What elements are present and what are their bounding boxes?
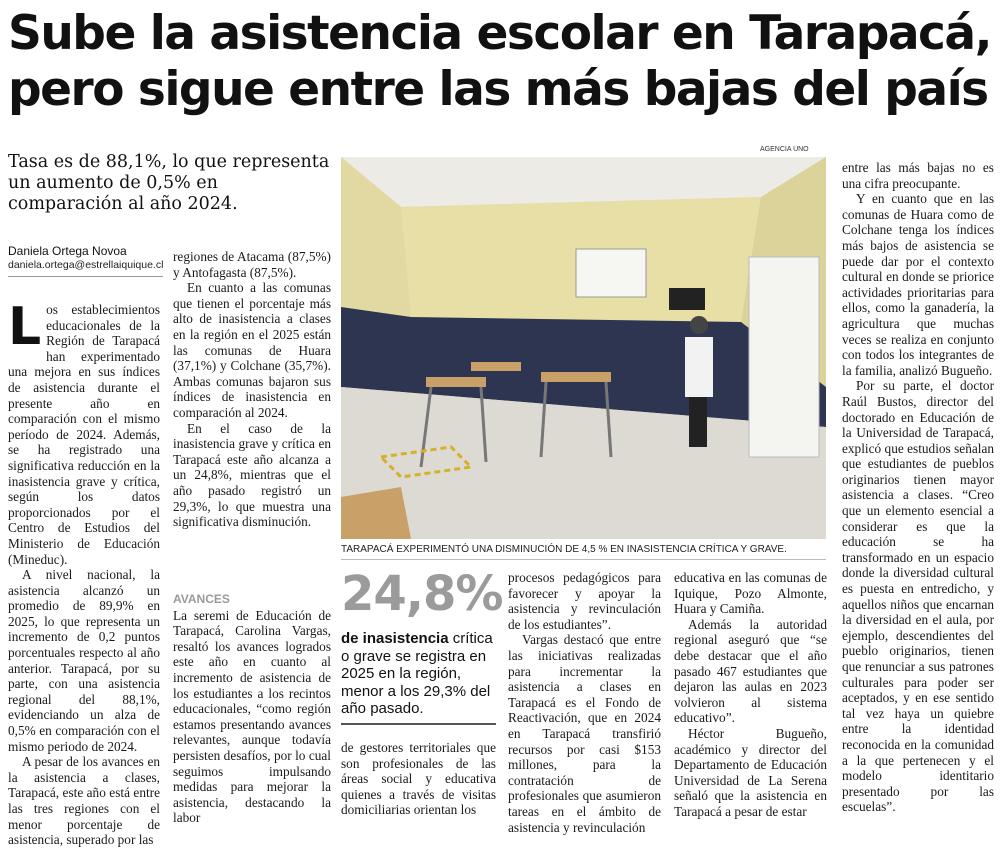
highlight-divider	[341, 723, 496, 725]
article-column-2-continued	[341, 740, 496, 818]
article-column-2-upper	[173, 249, 331, 574]
classroom-illustration	[341, 157, 826, 539]
headline	[8, 6, 998, 118]
article-column-3	[508, 570, 661, 835]
paragraph: educativa en las comunas de Iquique, Pozo Almonte, Huara y Camiña.	[674, 570, 827, 617]
section-subhead: AVANCES	[173, 592, 230, 606]
paragraph: Héctor Bugueño, académico y director del Departamento de Educación Universidad de La Serena señaló que la asistencia en Tarapacá a pesar de estar	[674, 725, 827, 819]
byline-email[interactable]: daniela.ortega@estrellaiquique.cl	[8, 259, 164, 271]
byline-author: Daniela Ortega Novoa	[8, 244, 127, 258]
paragraph: En el caso de la inasistencia grave y crítica en Tarapacá este año alcanza a un 24,8%, mientras que el año pasado registró un 29,3%, lo que muestra una significativa disminución.	[173, 420, 331, 530]
highlight-text	[341, 630, 496, 718]
paragraph: La seremi de Educación de Tarapacá, Carolina Vargas, resaltó los avances logrados este año en cuanto al incremento de asistencia de los estudiantes a los recintos educacionales, “como región estamos presentando avances relevantes, aunque todavía persisten desafíos, por lo cual seguimos impulsando medidas para mejorar la asistencia, destacando la labor	[173, 607, 331, 826]
headline-line-1: Sube la asistencia escolar en Tarapacá,	[8, 6, 991, 61]
paragraph: Y en cuanto que en las comunas de Huara como de Colchane tenga los índices más bajos de asistencia se puede dar por el contexto cultural en donde se priorice actividades prioritarias para ellos, como la ganadería, la agricultura que muchas veces se realiza en conjunto con todos los integrantes de la familia, analizó Bugueño.	[842, 191, 994, 378]
paragraph: Vargas destacó que entre las iniciativas realizadas para incrementar la asistencia a clases en Tarapacá es el Fondo de Reactivación, que en 2024 en Tarapacá transfirió recursos por casi $153 millones, para la contratación de profesionales que asumieron tareas en el ámbito de asistencia y revinculación	[508, 632, 661, 835]
paragraph: A pesar de los avances en la asistencia a clases, Tarapacá, este año está entre las tres regiones con el menor porcentaje de asistencia, superado por las	[8, 754, 160, 848]
highlight-rest: crítica o grave se registra en 2025 en la región, menor a los 29,3% del año pasado.	[341, 630, 493, 717]
paragraph: entre las más bajas no es una cifra preocupante.	[842, 160, 994, 191]
paragraph: procesos pedagógicos para favorecer y apoyar la asistencia y revinculación de los estudiantes”.	[508, 570, 661, 632]
photo-caption: TARAPACÁ EXPERIMENTÓ UNA DISMINUCIÓN DE 4,5 % EN INASISTENCIA CRÍTICA Y GRAVE.	[341, 544, 787, 555]
paragraph: A nivel nacional, la asistencia alcanzó un promedio de 89,9% en 2025, lo que representa un incremento de 0,2 puntos porcentuales respecto al año anterior. Tarapacá, por su parte, con una asistencia regional del 88,1%, evidenciando un alza de 0,5% en comparación con el mismo periodo de 2024.	[8, 567, 160, 754]
article-column-1	[8, 297, 160, 848]
paragraph: Además la autoridad regional aseguró que “se debe destacar que el año pasado 467 estudiantes que dejaron las aulas en 2023 volvieron al sistema educativo”.	[674, 616, 827, 726]
article-column-2-middle	[173, 588, 331, 826]
paragraph: Por su parte, el doctor Raúl Bustos, director del doctorado en Educación de la Universidad de Tarapacá, explicó que estudios señalan que estudiantes de pueblos originarios tienen mayor asistencia a clases. “Creo que un elemento esencial a considerar es que la educación se ha transformado en un espacio donde la diversidad cultural es puesta en entredicho, y aquellos niños que encarnan la diversidad en el aula, por ejemplo, descendientes del pueblo originarios, tienen que renunciar a sus patrones culturales para poder ser aceptados, y en ese sentido tal vez haya un quiebre entre la identidad reconocida en la comunidad a la que pertenecen y el modelo identitario presentado por las escuelas”.	[842, 378, 994, 815]
paragraph-text: os establecimientos educacionales de la Región de Tarapacá han experimentado una mejora en sus índices de asistencia durante el presente año en comparación con el mismo período de 2024. Además, se ha registrado una significativa reducción en la inasistencia grave y crítica, según los datos proporcionados por el Centro de Estudios del Ministerio de Educación (Mineduc).	[8, 302, 160, 567]
paragraph: En cuanto a las comunas que tienen el porcentaje más alto de inasistencia a clases en la región en el 2025 están las comunas de Huara (37,1%) y Colchane (35,7%). Ambas comunas bajaron sus índices de inasistencia en comparación al 2024.	[173, 280, 331, 420]
paragraph: de gestores territoriales que son profesionales de las áreas social y educativa quienes a través de visitas domiciliarias orientan los	[341, 740, 496, 818]
deck-summary: Tasa es de 88,1%, lo que representa un aumento de 0,5% en comparación al año 2024.	[8, 152, 330, 214]
caption-divider	[341, 559, 826, 560]
drop-cap: L	[8, 297, 42, 357]
article-column-4	[674, 570, 827, 817]
paragraph	[8, 297, 160, 567]
headline-line-2: pero sigue entre las más bajas del país	[8, 62, 988, 117]
article-column-5	[842, 160, 994, 818]
paragraph: regiones de Atacama (87,5%) y Antofagasta (87,5%).	[173, 249, 331, 280]
byline-divider	[8, 276, 163, 277]
highlight-bold: de inasistencia	[341, 630, 449, 647]
classroom-photo	[341, 157, 826, 539]
highlight-number: 24,8%	[341, 566, 503, 622]
photo-credit: AGENCIA UNO	[760, 146, 809, 153]
